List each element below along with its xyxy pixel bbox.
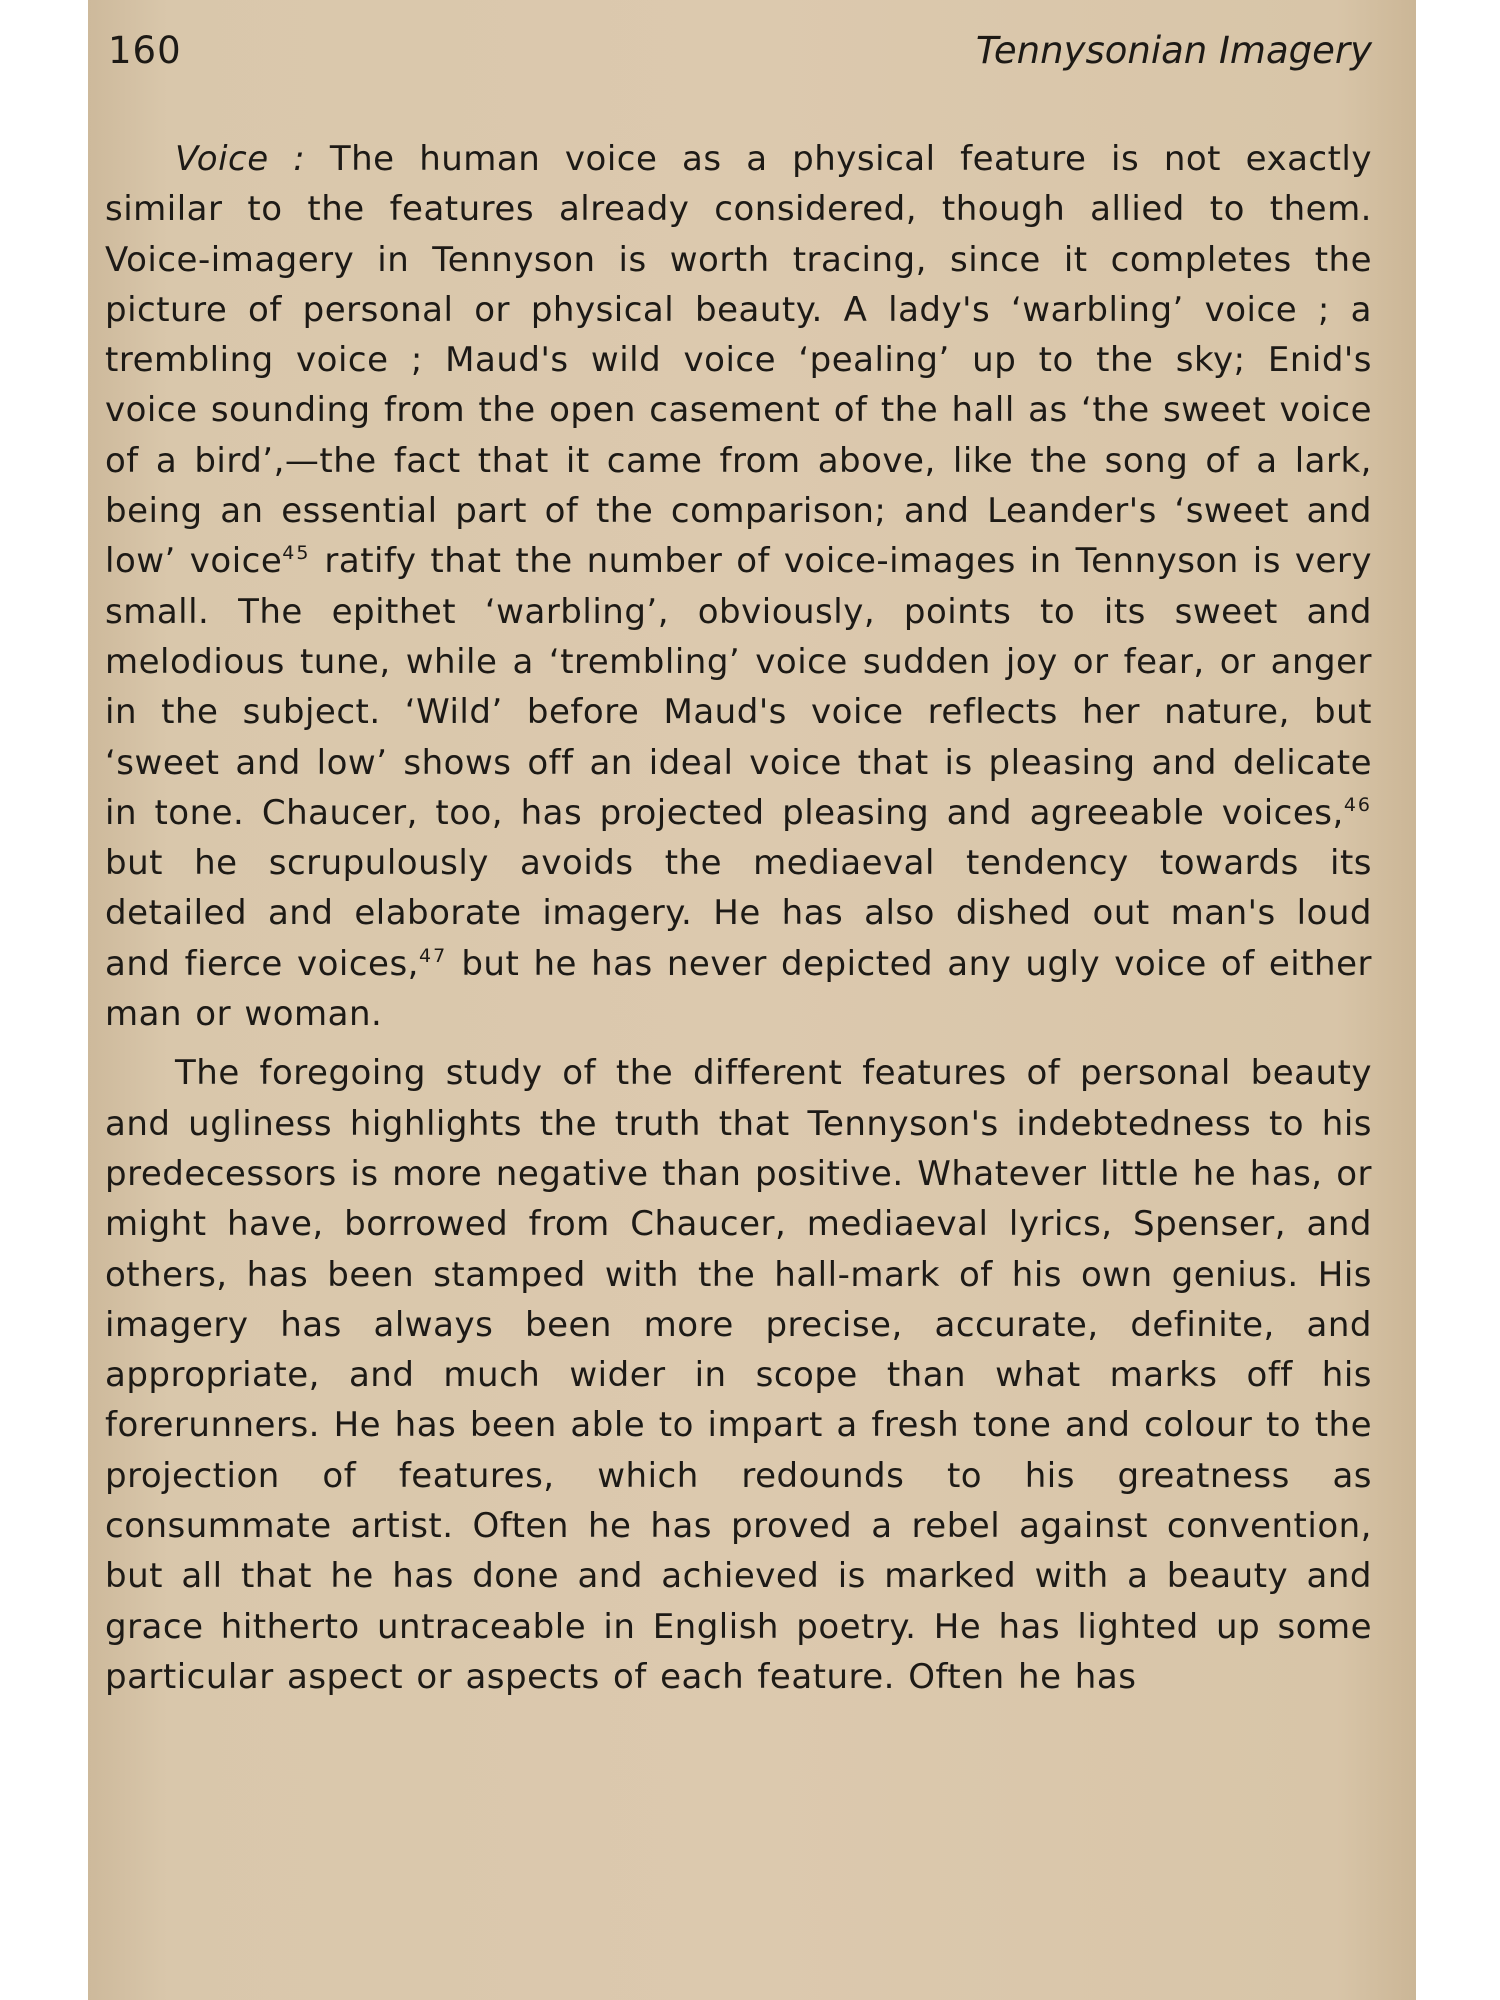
paragraph-voice [105, 134, 1372, 1039]
paragraph-text: The human voice as a physical feature is not exactly similar to the features already considered, though allied to them. Voice-imagery in Tennyson is worth tracing, since it completes the picture of personal or physical beauty. A lady's ‘warbling’ voice ; a trembling voice ; Maud's wild voice ‘pealing’ up to the sky; Enid's voice sounding from the open casement of the hall as ‘the sweet voice of a bird’,—the fact that it came from above, like the song of a lark, being an essential part of the comparison; and Leander's ‘sweet and low’ voice [105, 139, 1372, 582]
paragraph-foregoing-study: The foregoing study of the different features of personal beauty and ugliness highlights the truth that Tennyson's indebtedness to his predecessors is more negative than positive. Whatever little he has, or might have, borrowed from Chaucer, mediaeval lyrics, Spenser, and others, has been stamped with the hall-mark of his own genius. His imagery has always been more precise, accurate, definite, and appropriate, and much wider in scope than what marks off his forerunners. He has been able to impart a fresh tone and colour to the projection of features, which redounds to his greatness as consummate artist. Often he has proved a rebel against convention, but all that he has done and achieved is marked with a beauty and grace hitherto untraceable in English poetry. He has lighted up some particular aspect or aspects of each feature. Often he has [105, 1053, 1372, 1697]
page-body [105, 134, 1372, 1702]
page-number: 160 [108, 29, 182, 72]
book-page [88, 0, 1416, 2000]
paragraph-text: ratify that the number of voice-images in Tennyson is very small. The epithet ‘warbling’, obviously, points to its sweet and melodious tune, while a ‘trembling’ voice sudden joy or fear, or anger in the subject. ‘Wild’ before Maud's voice reflects her nature, but ‘sweet and low’ shows off an ideal voice that is pleasing and delicate in tone. Chaucer, too, has projected pleasing and agreeable voices, [105, 541, 1372, 833]
footnote-ref: 47 [418, 944, 448, 967]
page-header [108, 26, 1372, 76]
paragraph-text: but he scrupulously avoids the mediaeval tendency towards its detailed and elaborate imagery. He has also dished out man's loud and fierce voices, [105, 843, 1372, 984]
footnote-ref: 45 [282, 542, 311, 565]
footnote-ref: 46 [1343, 793, 1372, 816]
section-lead-voice: Voice : [175, 139, 306, 179]
paragraph-text: but he has never depicted any ugly voice of either man or woman. [105, 943, 1372, 1035]
running-title: Tennysonian Imagery [975, 29, 1372, 72]
